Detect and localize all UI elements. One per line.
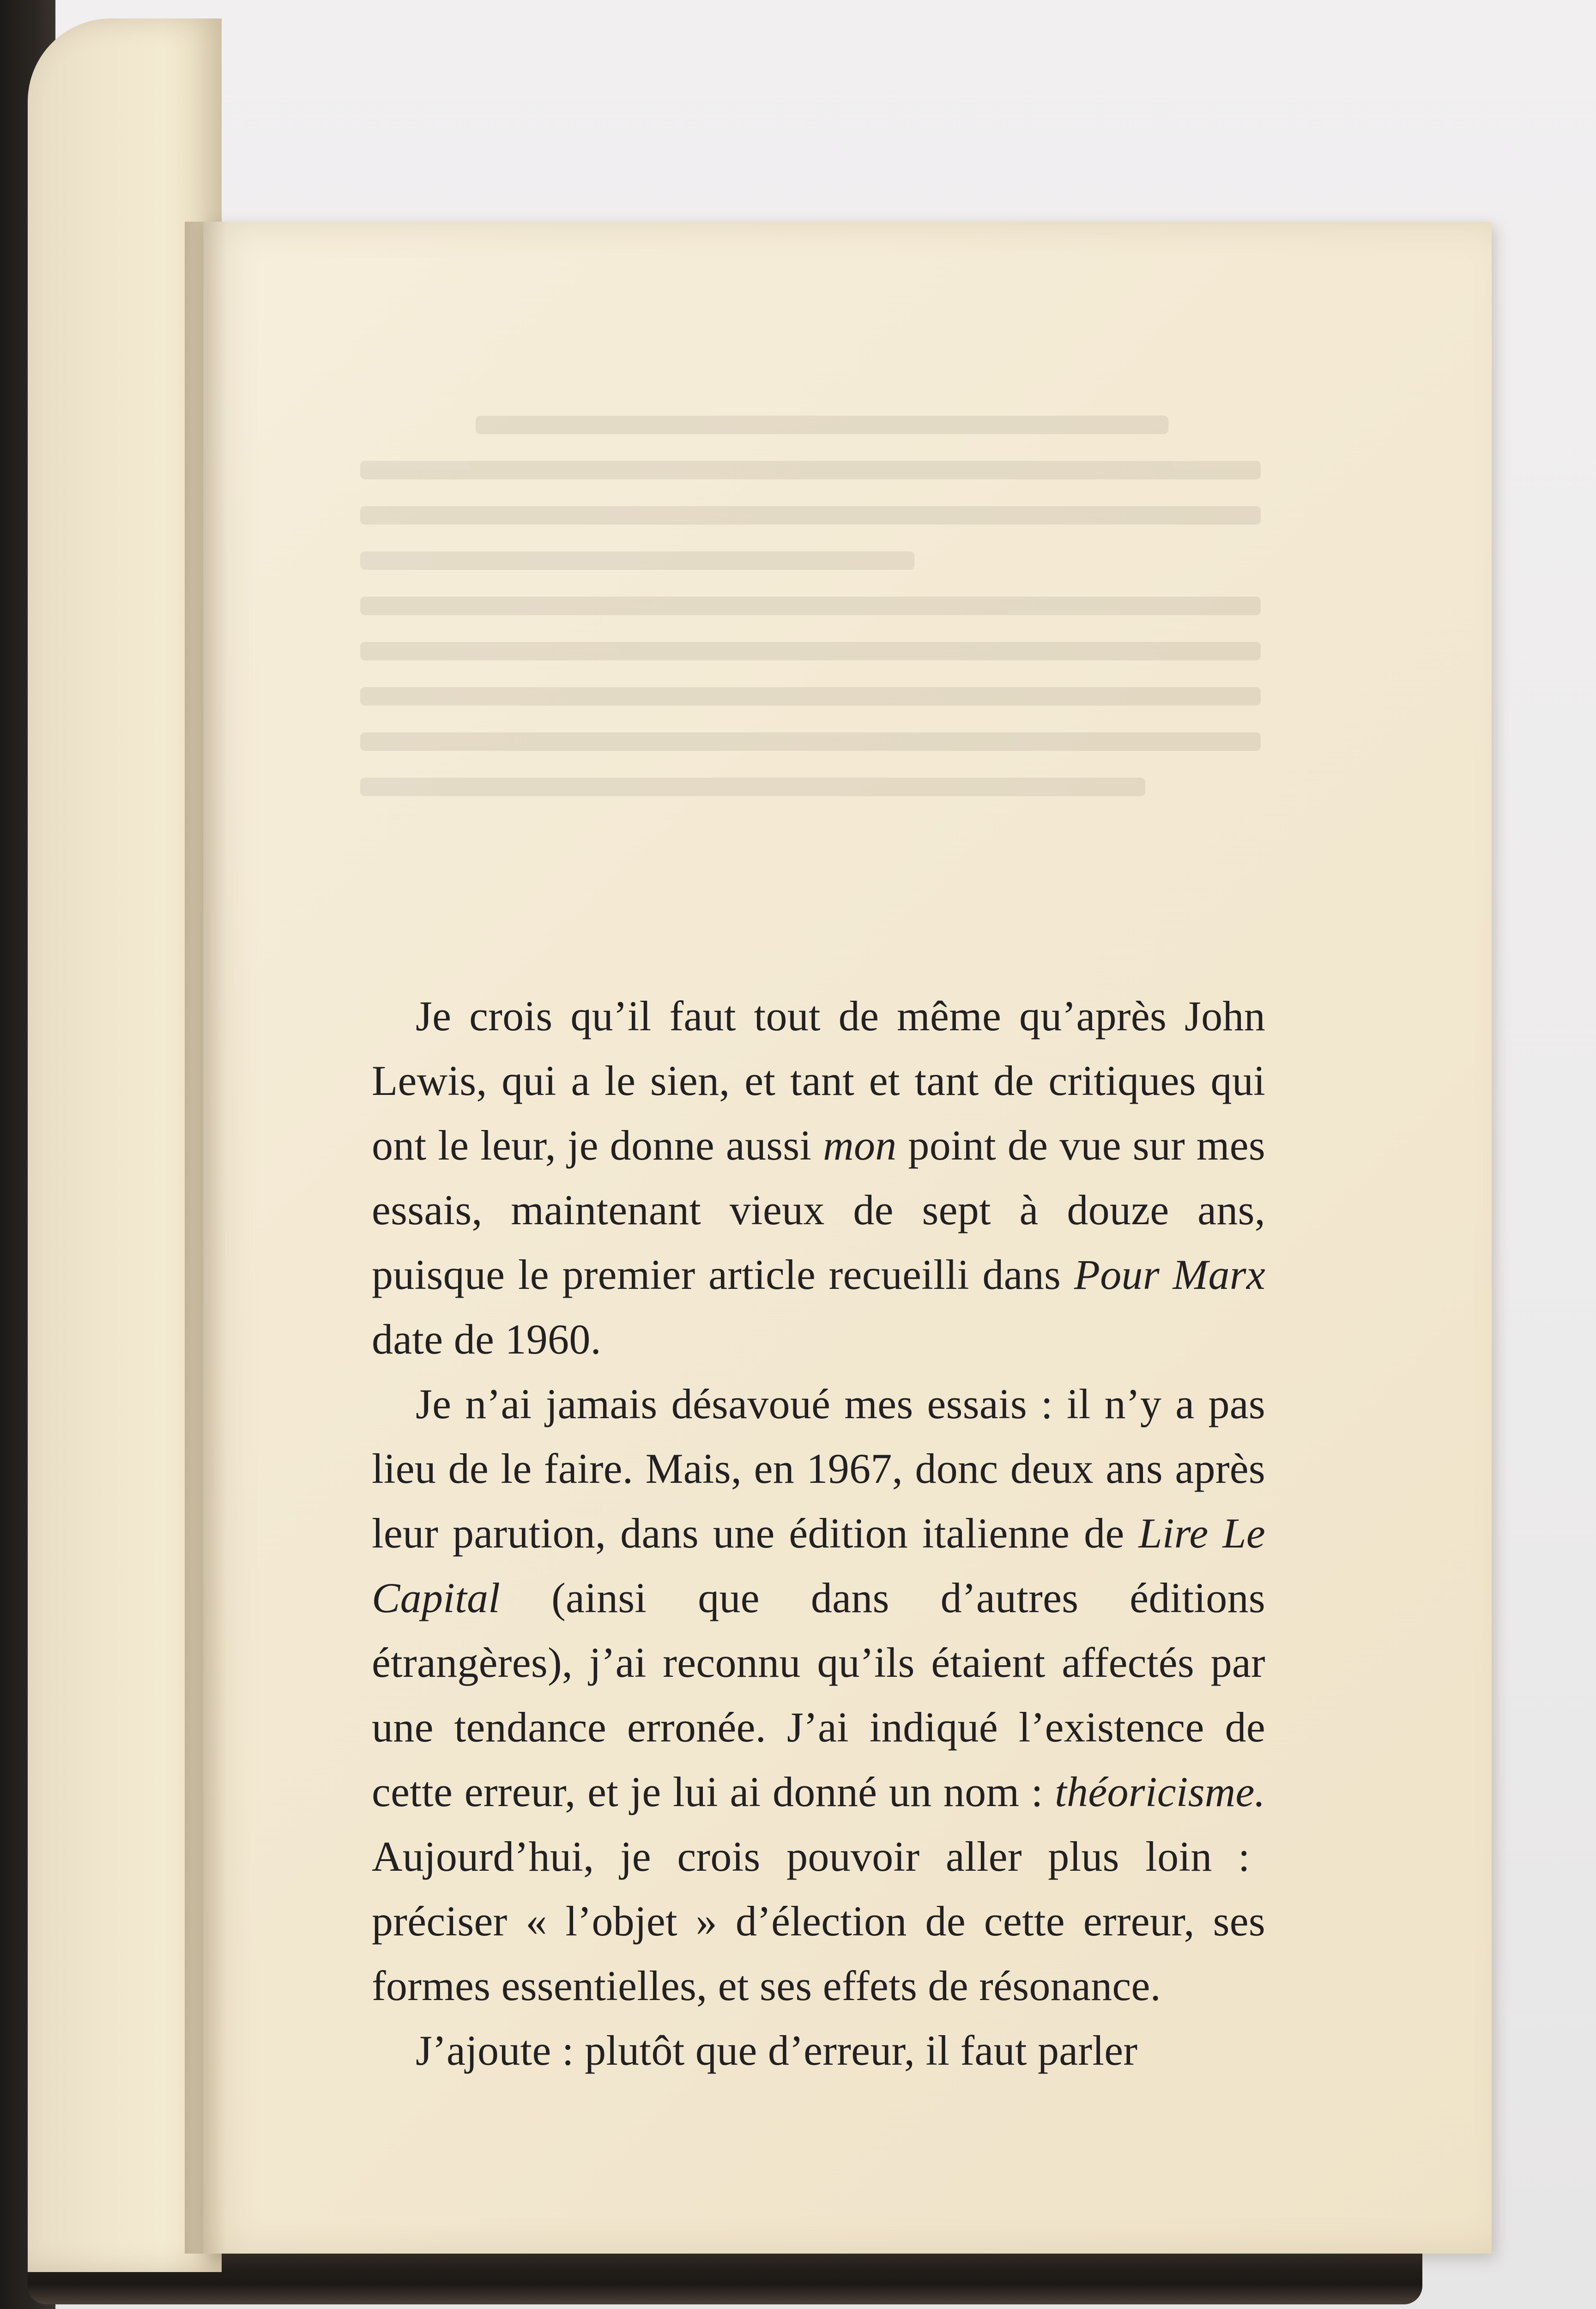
italic-span: Pour Marx xyxy=(1074,1251,1265,1298)
italic-span: théoricisme. xyxy=(1055,1768,1265,1815)
text-span: Je crois qu’il faut tout de même qu’après John Lewis, qui a le sien, et tant et tant de critiques qui ont le leur, je donne aussi xyxy=(372,992,1265,1169)
verso-show-through xyxy=(360,416,1284,1016)
text-span: Aujourd’hui, je crois pouvoir aller plus loin : préciser « l’objet » d’élection de cette erreur, ses formes essentielles, et ses effets de résonance. xyxy=(372,1833,1265,2009)
body-text xyxy=(372,984,1265,2083)
italic-span: mon xyxy=(823,1122,897,1169)
text-span: point de vue sur mes essais, maintenant vieux de sept à douze ans, puisque le premier article recueilli dans xyxy=(372,1122,1265,1298)
paragraph-3 xyxy=(372,2018,1265,2083)
paragraph-2 xyxy=(372,1372,1265,2018)
text-span: Je n’ai jamais désavoué mes essais : il n’y a pas lieu de le faire. Mais, en 1967, donc deux ans après leur parution, dans une édition italienne de xyxy=(372,1380,1265,1557)
text-span: (ainsi que dans d’autres éditions étrangères), j’ai reconnu qu’ils étaient affectés par une tendance erronée. J’ai indiqué l’existence de cette erreur, et je lui ai donné un nom : xyxy=(372,1574,1265,1815)
italic-span: Lire Le Capital xyxy=(372,1510,1265,1621)
text-span: J’ajoute : plutôt que d’erreur, il faut parler xyxy=(416,2027,1138,2074)
text-span: date de 1960. xyxy=(372,1316,601,1363)
paragraph-1 xyxy=(372,984,1265,1372)
book-bottom-edge xyxy=(28,2254,1422,2304)
page-gutter-shadow xyxy=(185,222,226,2254)
